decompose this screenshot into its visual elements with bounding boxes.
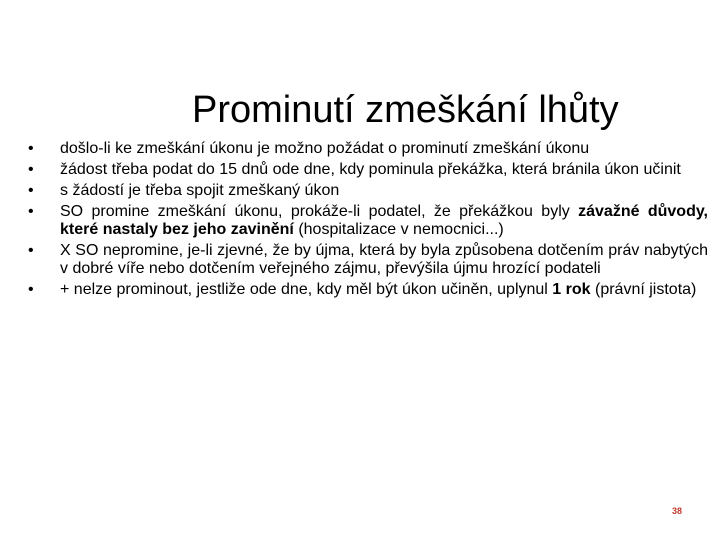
bullet-list: [28, 140, 708, 302]
bullet-dot: •: [28, 161, 34, 178]
bullet-item: [28, 281, 708, 299]
slide-title: Prominutí zmeškání lhůty: [192, 89, 619, 131]
bullet-dot: •: [28, 281, 34, 298]
bullet-dot: •: [28, 203, 34, 220]
bullet-text-after: (hospitalizace v nemocnici...): [293, 221, 504, 238]
bullet-text-before: + nelze prominout, jestliže ode dne, kdy měl být úkon učiněn, uplynul: [60, 281, 553, 298]
bullet-dot: •: [28, 242, 34, 259]
bullet-text-bold: 1 rok: [552, 281, 591, 298]
bullet-item: [28, 161, 708, 179]
bullet-text: došlo-li ke zmeškání úkonu je možno požádat o prominutí zmeškání úkonu: [60, 140, 590, 157]
bullet-text-after: (právní jistota): [590, 281, 697, 298]
bullet-item: [28, 140, 708, 158]
bullet-text: s žádostí je třeba spojit zmeškaný úkon: [60, 182, 340, 199]
page-number: 38: [671, 506, 682, 516]
bullet-dot: •: [28, 182, 34, 199]
bullet-dot: •: [28, 140, 34, 157]
bullet-item: [28, 182, 708, 200]
bullet-text-before: SO promine zmeškání úkonu, prokáže-li podatel, že překážkou byly: [60, 203, 579, 220]
bullet-item: [28, 203, 708, 239]
bullet-text: X SO nepromine, je-li zjevné, že by újma, která by byla způsobena dotčením práv nabytých v dobré víře nebo dotčením veřejného zájmu, převýšila újmu hrozící podateli: [60, 242, 708, 277]
bullet-text-bold: závažné důvody, které nastaly bez jeho zavinění: [60, 203, 708, 238]
bullet-item: [28, 242, 708, 278]
bullet-text: žádost třeba podat do 15 dnů ode dne, kdy pominula překážka, která bránila úkon učinit: [60, 161, 681, 178]
